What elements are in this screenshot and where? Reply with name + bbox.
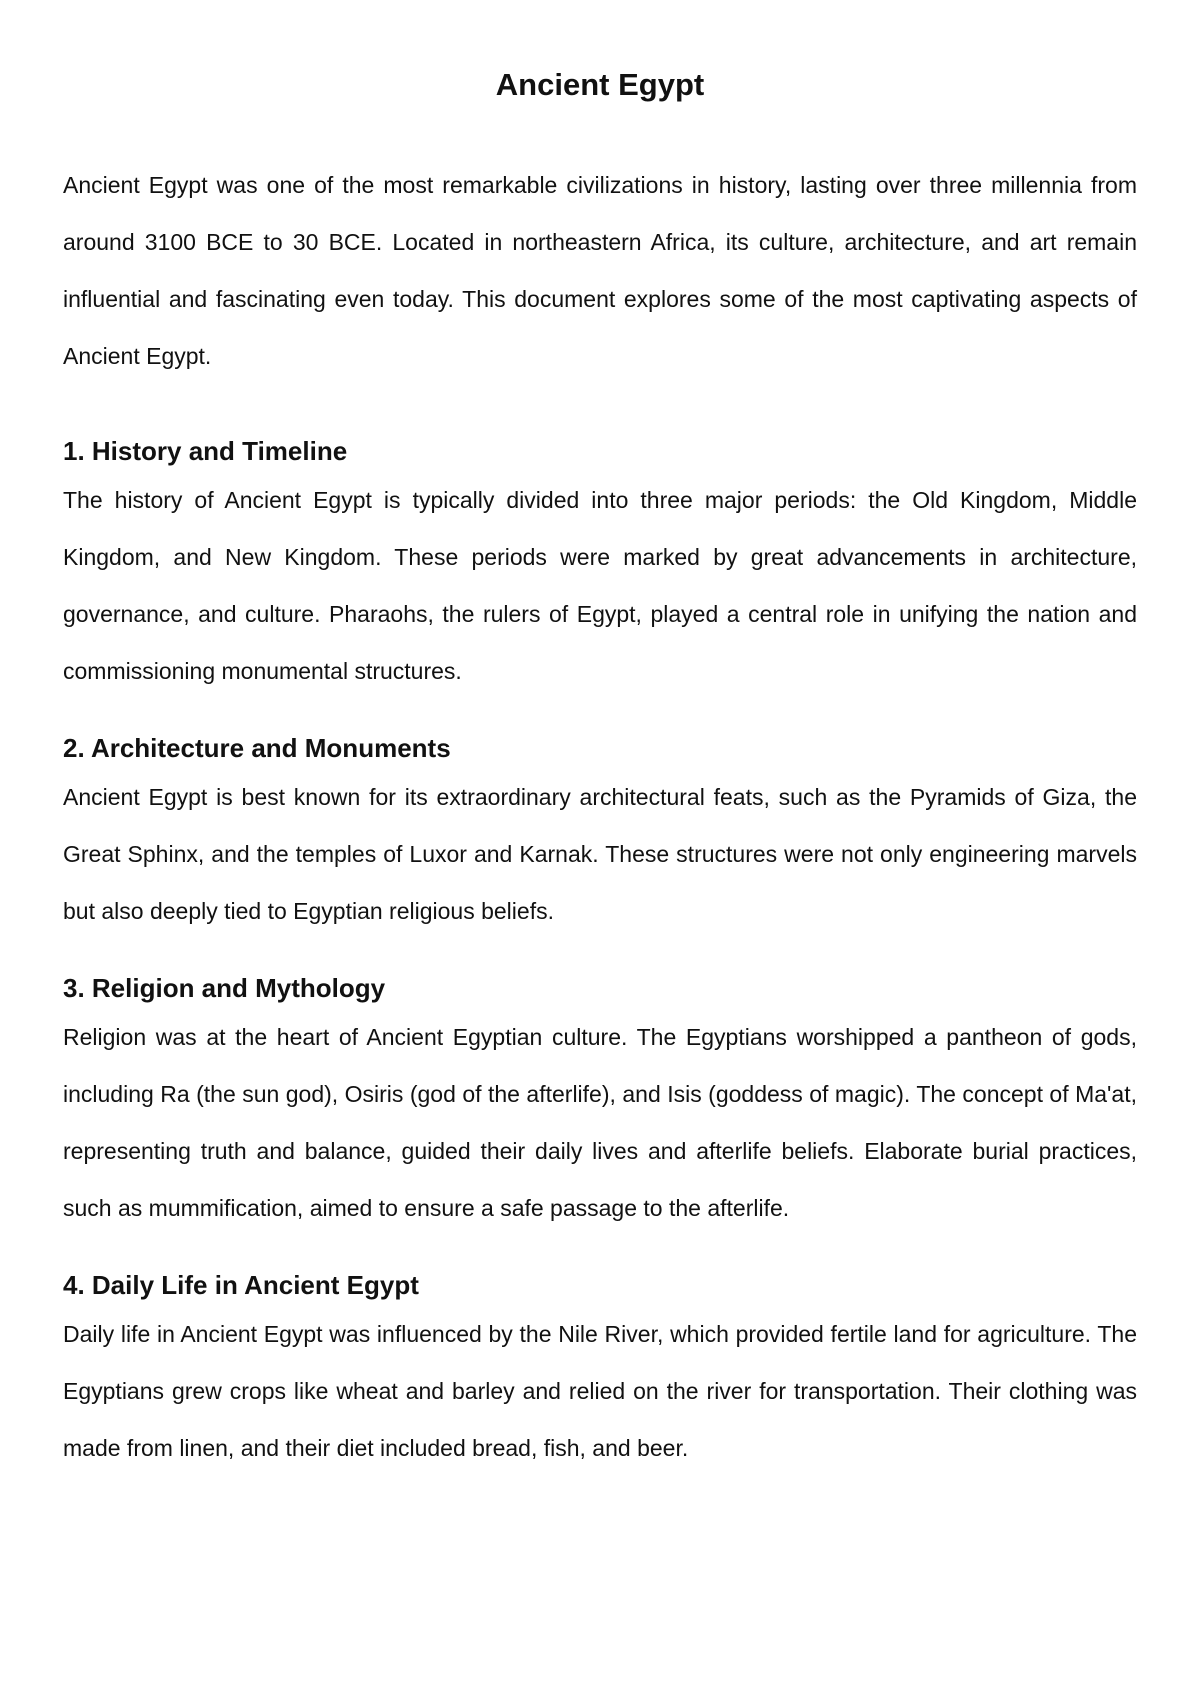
section-body: The history of Ancient Egypt is typically divided into three major periods: the Old Kingdom, Middle Kingdom, and New Kingdom. These periods were marked by great advancements in architecture, governance, and culture. Pharaohs, the rulers of Egypt, played a central role in unifying the nation and commissioning monumental structures. <box>63 487 1137 684</box>
intro-paragraph: Ancient Egypt was one of the most remarkable civilizations in history, lasting over three millennia from around 3100 BCE to 30 BCE. Located in northeastern Africa, its culture, architecture, and art remain influential and fascinating even today. This document explores some of the most captivating aspects of Ancient Egypt. <box>63 172 1137 369</box>
section-body: Daily life in Ancient Egypt was influenced by the Nile River, which provided fertile land for agriculture. The Egyptians grew crops like wheat and barley and relied on the river for transportation. Their clothing was made from linen, and their diet included bread, fish, and beer. <box>63 1321 1137 1461</box>
section-architecture <box>63 730 1137 940</box>
section-heading: 3. Religion and Mythology <box>63 973 386 1003</box>
section-heading: 2. Architecture and Monuments <box>63 733 451 763</box>
section-body: Ancient Egypt is best known for its extraordinary architectural feats, such as the Pyramids of Giza, the Great Sphinx, and the temples of Luxor and Karnak. These structures were not only engineering marvels but also deeply tied to Egyptian religious beliefs. <box>63 784 1137 924</box>
section-history <box>63 433 1137 700</box>
section-daily-life <box>63 1267 1137 1477</box>
section-body: Religion was at the heart of Ancient Egyptian culture. The Egyptians worshipped a pantheon of gods, including Ra (the sun god), Osiris (god of the afterlife), and Isis (goddess of magic). The concept of Ma'at, representing truth and balance, guided their daily lives and afterlife beliefs. Elaborate burial practices, such as mummification, aimed to ensure a safe passage to the afterlife. <box>63 1024 1137 1221</box>
document-title: Ancient Egypt <box>495 67 705 102</box>
section-heading: 4. Daily Life in Ancient Egypt <box>63 1270 419 1300</box>
section-religion <box>63 970 1137 1237</box>
section-heading: 1. History and Timeline <box>63 436 348 466</box>
